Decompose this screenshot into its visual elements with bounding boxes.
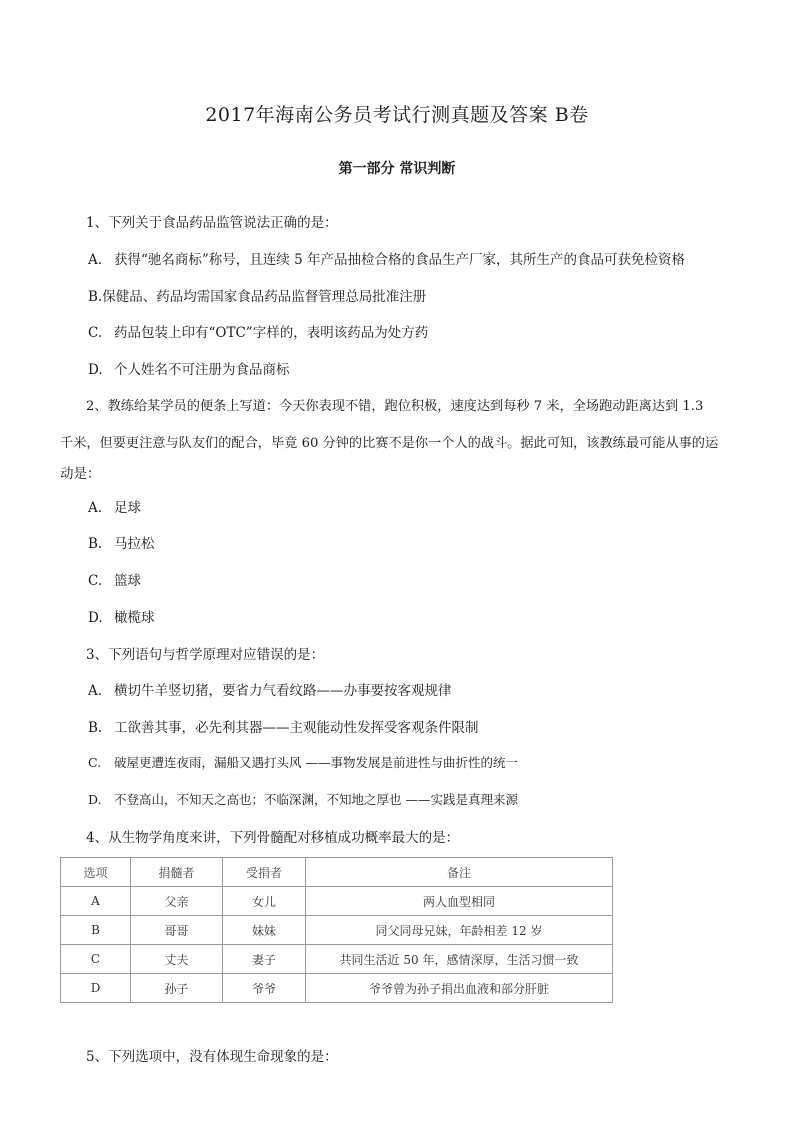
question-1-option-a [88,248,685,268]
question-4-table [60,857,613,1003]
question-1-option-b [88,285,426,305]
table-header-row [61,858,613,887]
question-3-stem: 3、下列语句与哲学原理对应错误的是： [86,647,325,663]
option-label: A. [88,500,103,516]
question-2-option-d [88,606,155,626]
question-3-option-c [88,753,518,771]
table-header-cell: 捐髓者 [131,858,223,887]
option-text: 个人姓名不可注册为食品商标 [114,362,290,378]
table-row [61,974,613,1003]
table-cell: 爷爷 [223,974,306,1003]
question-2-option-c [88,569,141,589]
table-cell: 同父同母兄妹，年龄相差 12 岁 [306,916,613,945]
question-2-stem-line-2: 千米，但要更注意与队友们的配合，毕竟 60 分钟的比赛不是你一个人的战斗。据此可知，该教练最可能从事的运 [60,436,719,451]
option-text: 工欲善其事，必先利其器——主观能动性发挥受客观条件限制 [114,720,479,736]
question-1-stem: 1、下列关于食品药品监管说法正确的是： [86,215,338,231]
option-label: C. [88,755,102,770]
option-label: D. [88,610,103,626]
table-cell: 爷爷曾为孙子捐出血液和部分肝脏 [306,974,613,1003]
option-text: 马拉松 [114,536,155,552]
question-3-option-d [88,790,518,808]
option-text: B.保健品、药品均需国家食品药品监督管理总局批准注册 [88,289,427,305]
document-title: 2017年海南公务员考试行测真题及答案 B卷 [205,104,589,126]
table-cell: 孙子 [131,974,223,1003]
question-2-option-a [88,496,141,516]
table-cell: 哥哥 [131,916,223,945]
option-label: A. [88,252,103,268]
table-cell: 两人血型相同 [306,887,613,916]
table-cell: 妻子 [223,945,306,974]
option-text: 足球 [114,500,141,516]
option-label: B. [88,720,103,736]
option-text: 横切牛羊竖切猪，要省力气看纹路——办事要按客观规律 [114,683,452,699]
table-cell: C [61,945,131,974]
question-5-stem: 5、下列选项中，没有体现生命现象的是： [86,1049,338,1065]
table-row [61,887,613,916]
option-label: D. [88,792,102,807]
table-cell: 女儿 [223,887,306,916]
option-text: 破屋更遭连夜雨，漏船又遇打头风 ——事物发展是前进性与曲折性的统一 [114,755,518,770]
option-text: 不登高山，不知天之高也；不临深渊，不知地之厚也 ——实践是真理来源 [114,792,518,807]
table-cell: D [61,974,131,1003]
table-header-cell: 备注 [306,858,613,887]
question-2-stem-line-1: 2、教练给某学员的便条上写道：今天你表现不错，跑位积极，速度达到每秒 7 米，全场跑动距离达到 1.3 [86,399,704,414]
option-label: A. [88,683,103,699]
table-cell: 父亲 [131,887,223,916]
table-cell: 共同生活近 50 年，感情深厚，生活习惯一致 [306,945,613,974]
table-cell: 妹妹 [223,916,306,945]
option-text: 篮球 [114,573,141,589]
option-label: C. [88,325,103,341]
table-header-cell: 选项 [61,858,131,887]
table-cell: 丈夫 [131,945,223,974]
option-text: 获得“驰名商标”称号，且连续 5 年产品抽检合格的食品生产厂家，其所生产的食品可获免检资格 [114,252,685,268]
section-heading: 第一部分 常识判断 [338,161,456,177]
option-label: C. [88,573,103,589]
question-4-stem: 4、从生物学角度来讲，下列骨髓配对移植成功概率最大的是： [86,830,460,846]
question-1-option-c [88,321,428,341]
option-label: D. [88,362,103,378]
table-row [61,945,613,974]
table-cell: A [61,887,131,916]
question-3-option-b [88,716,479,736]
option-text: 橄榄球 [114,610,155,626]
table-cell: B [61,916,131,945]
question-3-option-a [88,679,452,699]
table-row [61,916,613,945]
option-label: B. [88,536,103,552]
question-2-option-b [88,532,155,552]
option-text: 药品包装上印有“OTC”字样的，表明该药品为处方药 [114,325,429,341]
table-header-cell: 受捐者 [223,858,306,887]
question-1-option-d [88,358,290,378]
question-2-stem-line-3: 动是： [60,466,101,482]
